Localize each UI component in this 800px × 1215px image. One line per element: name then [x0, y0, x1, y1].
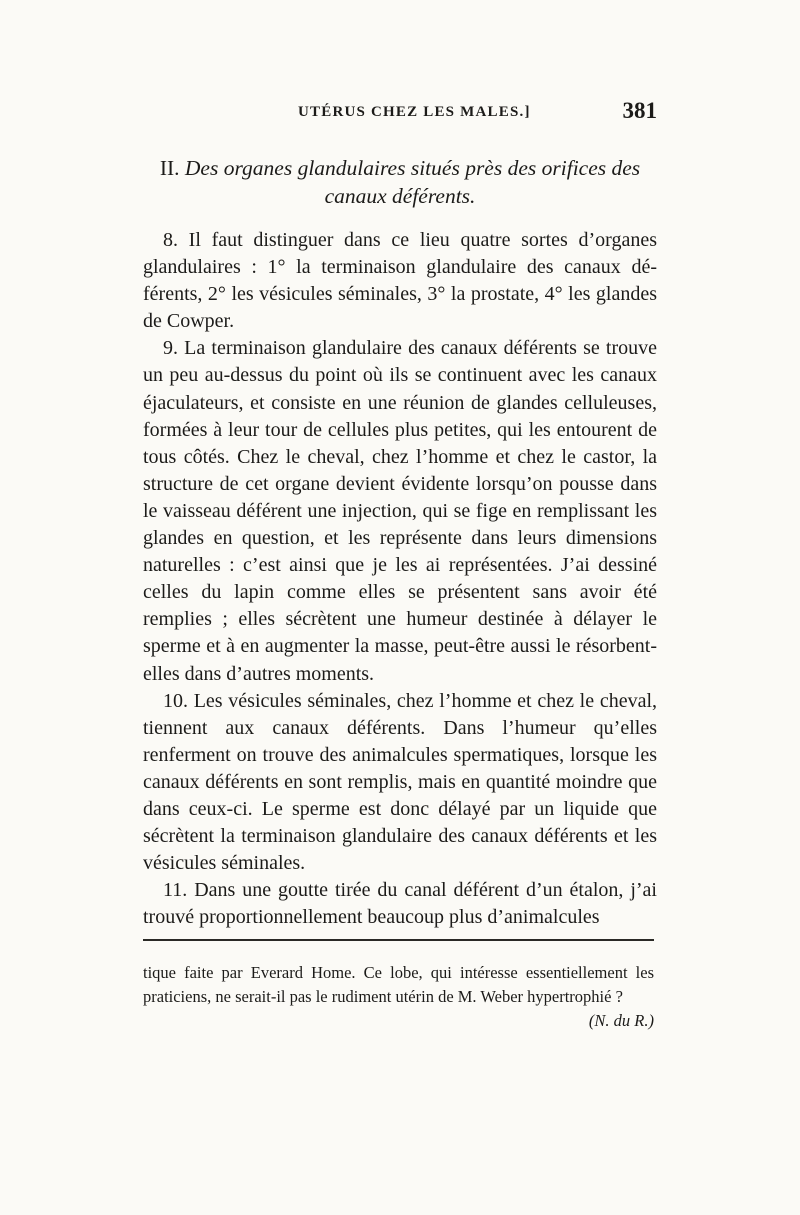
- footnote-text: tique faite par Everard Home. Ce lobe, qui intéresse essentiellement les praticiens, ne serait-il pas le rudiment utérin de M. Weber hypertrophié ?: [143, 963, 654, 1006]
- page-header: [143, 98, 657, 128]
- footnote: [143, 961, 654, 1033]
- paragraph-11: 11. Dans une goutte tirée du canal déférent d’un étalon, j’ai trouvé proportionnellement beaucoup plus d’animalcules: [143, 879, 657, 929]
- footnote-credit: (N. du R.): [588, 1011, 654, 1030]
- body-text: [143, 227, 657, 931]
- paragraph-10: 10. Les vésicules séminales, chez l’homme et chez le cheval, tiennent aux canaux déférents. Dans l’humeur qu’elles renferment on trouve des animalcules spermatiques, lorsque les canaux déférents en sont remplis, mais en quantité moindre que dans ceux-ci. Le sperme est donc délayé par un liquide que sécrètent la terminaison glandulaire des canaux déférents et les vésicules séminales.: [143, 689, 657, 875]
- paragraph-9: 9. La terminaison glandulaire des canaux déférents se trouve un peu au-dessus du point où ils se continuent avec les canaux éjaculateurs, et consiste en une réunion de glandes celluleuses, formées à leur tour de cellules plus petites, qui les entourent de tous côtés. Chez le cheval, chez l’homme et chez le castor, la structure de cet organe devient évidente lorsqu’on pousse dans le vaisseau déférent une injection, qui se fige en remplissant les glandes en question, et les représente dans leurs dimensions naturelles : c’est ainsi que je les ai représentées. J’ai dessiné celles du lapin comme elles se présentent sans avoir été remplies ; elles sécrètent une humeur destinée à délayer le sperme et à en augmenter la masse, peut-être aussi le résorbent-elles dans d’autres moments.: [143, 337, 657, 685]
- section-heading: [143, 154, 657, 210]
- running-title: UTÉRUS CHEZ LES MALES.]: [298, 104, 531, 120]
- section-title: Des organes glandulaires situés près des orifices des canaux déférents.: [184, 156, 641, 208]
- footnote-rule: [143, 939, 654, 941]
- section-number: II.: [159, 156, 180, 180]
- page-number: 381: [622, 98, 657, 123]
- paragraph-8: 8. Il faut distinguer dans ce lieu quatre sortes d’organes glandulaires : 1° la terminaison glandulaire des canaux déférents, 2° les vésicules séminales, 3° la prostate, 4° les glandes de Cowper.: [143, 229, 657, 333]
